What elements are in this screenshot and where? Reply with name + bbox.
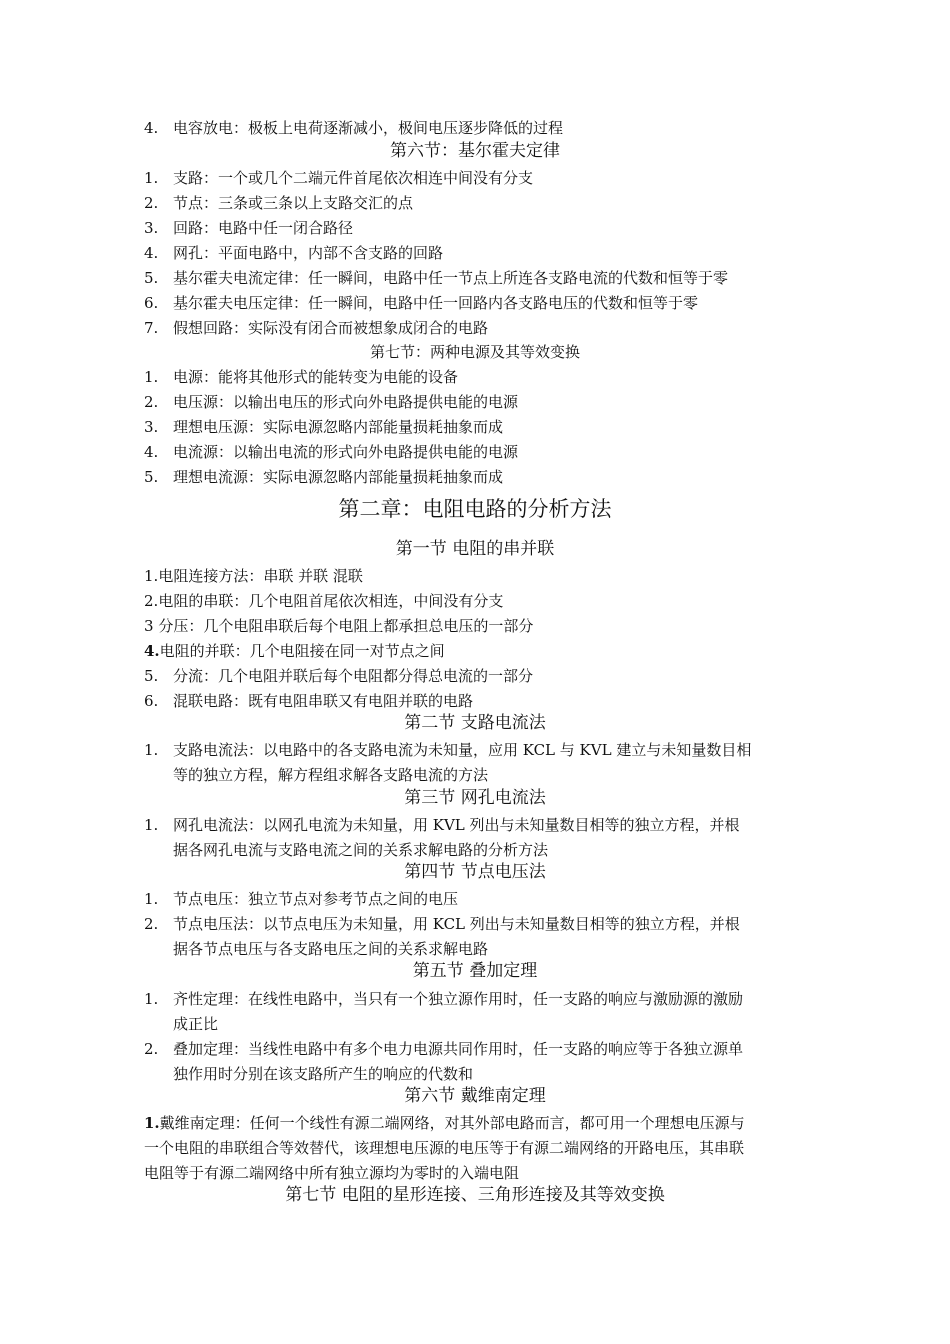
item-number: 4.	[144, 642, 160, 660]
item-number: 2.	[144, 915, 159, 933]
item-number: 1.	[144, 368, 159, 386]
section-heading: 第五节 叠加定理	[412, 961, 538, 981]
item-text: 电阻等于有源二端网络中所有独立源均为零时的入端电阻	[144, 1164, 520, 1182]
section-heading: 第七节：两种电源及其等效变换	[369, 343, 580, 361]
item-number: 2.	[144, 393, 159, 411]
section-heading: 第三节 网孔电流法	[404, 788, 546, 808]
item-text: 回路：电路中任一闭合路径	[173, 219, 354, 237]
item-text: 叠加定理：当线性电路中有多个电力电源共同作用时，任一支路的响应等于各独立源单	[173, 1040, 744, 1058]
item-text: 电压源：以输出电压的形式向外电路提供电能的电源	[173, 393, 519, 411]
item-text: 理想电流源：实际电源忽略内部能量损耗抽象而成	[173, 468, 504, 486]
item-text: 假想回路：实际没有闭合而被想象成闭合的电路	[173, 319, 489, 337]
item-text: 电阻的串联：几个电阻首尾依次相连，中间没有分支	[158, 592, 504, 610]
item-text: 成正比	[173, 1015, 219, 1033]
item-text: 基尔霍夫电压定律：任一瞬间，电路中任一回路内各支路电压的代数和恒等于零	[173, 294, 699, 312]
section-heading: 第七节 电阻的星形连接、三角形连接及其等效变换	[285, 1185, 665, 1205]
item-number: 1.	[144, 890, 159, 908]
item-text: 电流源：以输出电流的形式向外电路提供电能的电源	[173, 443, 519, 461]
item-text: 节点电压法：以节点电压为未知量，用 KCL 列出与未知量数目相等的独立方程，并根	[173, 915, 740, 933]
item-text: 混联电路：既有电阻串联又有电阻并联的电路	[173, 692, 474, 710]
item-number: 3.	[144, 219, 159, 237]
item-number: 1.	[144, 567, 159, 585]
item-number: 6.	[144, 294, 159, 312]
item-text: 基尔霍夫电流定律：任一瞬间，电路中任一节点上所连各支路电流的代数和恒等于零	[173, 269, 729, 287]
item-text: 分压：几个电阻串联后每个电阻上都承担总电压的一部分	[158, 617, 534, 635]
item-text: 理想电压源：实际电源忽略内部能量损耗抽象而成	[173, 418, 504, 436]
item-text: 节点：三条或三条以上支路交汇的点	[173, 194, 414, 212]
section-heading: 第四节 节点电压法	[404, 862, 546, 882]
item-number: 5.	[144, 667, 159, 685]
item-text: 节点电压：独立节点对参考节点之间的电压	[173, 890, 459, 908]
item-text: 支路电流法：以电路中的各支路电流为未知量，应用 KCL 与 KVL 建立与未知量数目相	[173, 741, 752, 759]
item-text: 网孔：平面电路中，内部不含支路的回路	[173, 244, 444, 262]
item-number: 1.	[144, 990, 159, 1008]
item-number: 5.	[144, 269, 159, 287]
item-text: 分流：几个电阻并联后每个电阻都分得总电流的一部分	[173, 667, 534, 685]
item-text: 等的独立方程，解方程组求解各支路电流的方法	[173, 766, 489, 784]
item-text: 戴维南定理：任何一个线性有源二端网络，对其外部电路而言，都可用一个理想电压源与	[159, 1114, 745, 1132]
item-number: 2.	[144, 592, 159, 610]
item-number: 2.	[144, 1040, 159, 1058]
item-number: 6.	[144, 692, 159, 710]
item-number: 1.	[144, 741, 159, 759]
section-heading: 第一节 电阻的串并联	[395, 539, 555, 559]
item-text: 齐性定理：在线性电路中，当只有一个独立源作用时，任一支路的响应与激励源的激励	[173, 990, 744, 1008]
item-number: 4.	[144, 443, 159, 461]
item-number: 7.	[144, 319, 159, 337]
item-number: 2.	[144, 194, 159, 212]
item-text: 网孔电流法：以网孔电流为未知量，用 KVL 列出与未知量数目相等的独立方程，并根	[173, 816, 740, 834]
item-text: 电源：能将其他形式的能转变为电能的设备	[173, 368, 459, 386]
item-text: 电阻的并联：几个电阻接在同一对节点之间	[159, 642, 445, 660]
section-heading: 第二节 支路电流法	[404, 713, 546, 733]
item-number: 3	[144, 617, 154, 635]
item-number: 1.	[144, 816, 159, 834]
item-text: 独作用时分别在该支路所产生的响应的代数和	[173, 1065, 474, 1083]
item-number: 5.	[144, 468, 159, 486]
item-number: 4.	[144, 244, 159, 262]
section-heading: 第六节：基尔霍夫定律	[390, 141, 560, 161]
chapter-title: 第二章：电阻电路的分析方法	[338, 497, 612, 521]
item-number: 1.	[144, 169, 159, 187]
item-text: 电容放电：极板上电荷逐渐减小，极间电压逐步降低的过程	[173, 119, 564, 137]
item-number: 3.	[144, 418, 159, 436]
item-text: 一个电阻的串联组合等效替代，该理想电压源的电压等于有源二端网络的开路电压，其串联	[144, 1139, 745, 1157]
item-number: 4.	[144, 119, 159, 137]
item-text: 据各节点电压与各支路电压之间的关系求解电路	[173, 940, 489, 958]
item-number: 1.	[144, 1114, 160, 1132]
item-text: 支路：一个或几个二端元件首尾依次相连中间没有分支	[173, 169, 534, 187]
section-heading: 第六节 戴维南定理	[404, 1086, 546, 1106]
item-text: 电阻连接方法：串联 并联 混联	[158, 567, 363, 585]
item-text: 据各网孔电流与支路电流之间的关系求解电路的分析方法	[173, 841, 549, 859]
